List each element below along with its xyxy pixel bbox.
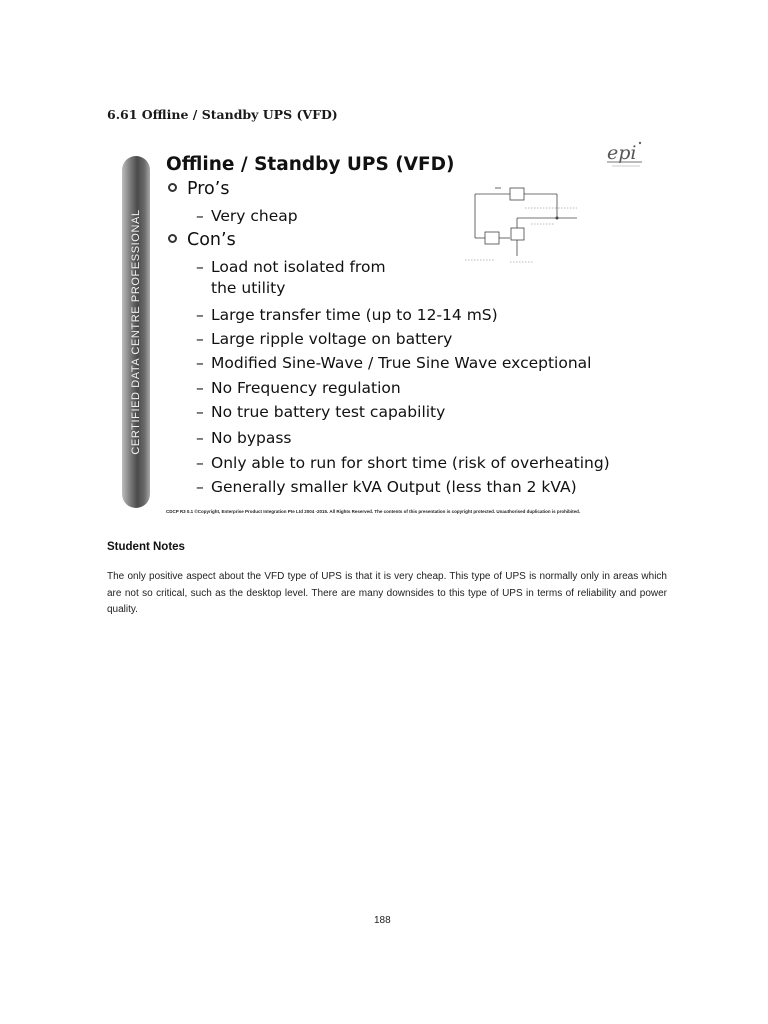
student-notes-body: The only positive aspect about the VFD type of UPS is that it is very cheap. This type of UPS is normally only in areas which are not so critical, such as the desktop level. There are many downsides to this type of UPS in terms of reliability and power quality. <box>107 571 667 615</box>
cons-item: – Large transfer time (up to 12-14 mS) <box>196 306 498 324</box>
page-number: 188 <box>374 915 391 926</box>
student-notes-heading: Student Notes <box>107 541 185 553</box>
cons-item: – No Frequency regulation <box>196 379 401 397</box>
cons-item: – No true battery test capability <box>196 403 446 421</box>
cons-item: – Load not isolated from the utility <box>196 258 386 297</box>
slide-title: Offline / Standby UPS (VFD) <box>166 154 455 175</box>
cons-item: – Large ripple voltage on battery <box>196 330 453 348</box>
bullet-dot-icon <box>168 183 177 192</box>
cons-item: – No bypass <box>196 429 292 447</box>
pros-item: – Very cheap <box>196 207 298 225</box>
cons-item: – Generally smaller kVA Output (less than 2 kVA) <box>196 478 577 496</box>
ups-block-diagram <box>455 180 587 270</box>
sidebar-banner-text: CERTIFIED DATA CENTRE PROFESSIONAL <box>130 209 142 455</box>
pros-heading: Pro’s <box>168 179 229 199</box>
cons-item: – Modified Sine-Wave / True Sine Wave exceptional <box>196 354 592 372</box>
section-heading: 6.61 Offline / Standby UPS (VFD) <box>107 107 338 122</box>
bullet-dot-icon <box>168 234 177 243</box>
cons-heading: Con’s <box>168 230 236 250</box>
epi-logo <box>604 139 646 173</box>
svg-text:epi: epi <box>607 142 637 164</box>
slide-copyright-footer: CDCP R3 0.1 ©Copyright, Enterprise Product Integration Pte Ltd 2004 -2015. All Rights Reserved. The contents of this presentation is copyright protected. Unauthorised duplication is prohibited. <box>166 509 581 514</box>
cons-item: – Only able to run for short time (risk of overheating) <box>196 454 610 472</box>
